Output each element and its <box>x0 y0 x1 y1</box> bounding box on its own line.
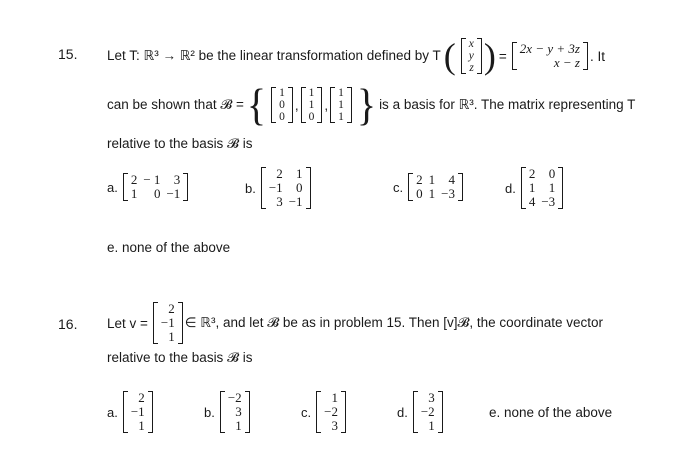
matrix-entry: 4 <box>448 172 455 187</box>
choice-vector <box>123 391 153 433</box>
matrix-entry: 1 <box>235 418 242 433</box>
matrix-entry: 0 <box>279 111 285 123</box>
choice-vector <box>220 391 250 433</box>
matrix-entry: 2 <box>168 301 175 316</box>
open-brace: { <box>246 79 267 130</box>
comma: , <box>324 97 329 113</box>
matrix-entry: x <box>468 38 474 50</box>
matrix-entry: x − z <box>553 55 580 70</box>
matrix-entry: −2 <box>227 390 242 405</box>
matrix-entry: 1 <box>308 87 315 99</box>
matrix-entry: 0 <box>296 180 303 195</box>
matrix-entry: 4 <box>528 194 536 209</box>
matrix-entry: − 1 <box>143 172 161 187</box>
problem-15-intro-text: Let T: ℝ³ → ℝ² be the linear transformation defined by T <box>107 48 441 63</box>
choice-label: c. <box>301 404 312 420</box>
basis-vector <box>301 87 323 123</box>
problem-15-choice[interactable] <box>245 160 313 216</box>
choice-matrix <box>521 167 563 209</box>
choice-matrix <box>408 173 463 201</box>
choice-label: b. <box>245 180 256 196</box>
matrix-entry: −1 <box>268 180 283 195</box>
choice-label: d. <box>505 180 516 196</box>
problem-16-line-2: relative to the basis 𝓑 is <box>107 350 253 365</box>
vector-v <box>153 302 183 344</box>
matrix-entry: −2 <box>420 404 435 419</box>
basis-vector <box>271 87 293 123</box>
matrix-entry: 0 <box>279 99 285 111</box>
matrix-entry: 1 <box>528 180 536 195</box>
choice-label: d. <box>397 404 408 420</box>
matrix-entry: −3 <box>541 194 556 209</box>
problem-16-number: 16. <box>58 316 78 332</box>
matrix-entry: 2 <box>416 172 423 187</box>
choice-vector <box>413 391 443 433</box>
problem-16-line-1-end: ∈ ℝ³, and let 𝓑 be as in problem 15. Then [v]𝓑, the coordinate vector <box>184 315 603 330</box>
problem-15-line-2 <box>107 80 638 130</box>
equals-sign: = <box>498 48 507 64</box>
matrix-entry: 3 <box>331 418 338 433</box>
problem-16-choice-e[interactable]: e. none of the above <box>489 405 613 420</box>
problem-16-choice[interactable] <box>301 384 348 440</box>
matrix-entry: 1 <box>338 87 344 99</box>
matrix-entry: 1 <box>338 111 344 123</box>
problem-15-number: 15. <box>58 46 78 62</box>
matrix-entry: 2 <box>130 172 138 187</box>
open-paren: ( <box>443 36 456 76</box>
matrix-entry: 1 <box>308 99 315 111</box>
choice-label: a. <box>107 404 118 420</box>
matrix-entry: 1 <box>548 180 556 195</box>
choice-label: b. <box>204 404 215 420</box>
matrix-entry: z <box>469 62 474 74</box>
matrix-entry: 0 <box>416 186 423 201</box>
problem-16-choice[interactable] <box>107 384 155 440</box>
matrix-entry: 0 <box>548 166 556 181</box>
choice-label: c. <box>393 179 404 195</box>
problem-16-choice[interactable] <box>204 384 252 440</box>
problem-16-choice[interactable] <box>397 384 445 440</box>
matrix-entry: 1 <box>428 172 436 187</box>
matrix-entry: −1 <box>288 194 303 209</box>
matrix-entry: 3 <box>173 172 181 187</box>
problem-15-choice[interactable] <box>505 160 565 216</box>
matrix-entry: 0 <box>153 186 161 201</box>
choice-vector <box>316 391 346 433</box>
matrix-entry: −1 <box>130 404 145 419</box>
problem-16-intro-text: Let v = <box>107 315 148 331</box>
matrix-entry: y <box>468 50 474 62</box>
basis-statement-text: is a basis for ℝ³. The matrix representing T <box>379 97 636 112</box>
matrix-entry: 3 <box>428 390 435 405</box>
problem-15-line-1-end: . It <box>589 48 605 64</box>
matrix-entry: 2 <box>528 166 536 181</box>
close-paren: ) <box>483 36 496 76</box>
matrix-entry: 3 <box>235 404 242 419</box>
problem-16-line-1 <box>107 297 606 349</box>
problem-15-choice-e[interactable]: e. none of the above <box>107 240 231 255</box>
matrix-entry: 3 <box>276 194 283 209</box>
matrix-entry: 1 <box>138 418 145 433</box>
problem-15-line-3: relative to the basis 𝓑 is <box>107 136 253 151</box>
matrix-entry: 1 <box>130 186 138 201</box>
matrix-entry: −1 <box>160 315 175 330</box>
matrix-entry: 1 <box>338 99 344 111</box>
matrix-entry: 1 <box>331 390 338 405</box>
problem-15-choice[interactable] <box>107 168 190 206</box>
choice-matrix <box>123 173 188 201</box>
comma: , <box>294 97 299 113</box>
matrix-entry: 1 <box>296 166 303 181</box>
matrix-entry: 1 <box>428 418 435 433</box>
basis-intro-text: can be shown that 𝓑 = <box>107 97 244 112</box>
matrix-entry: −2 <box>324 404 338 419</box>
matrix-entry: 0 <box>308 111 315 123</box>
matrix-entry: 2x − y + 3z <box>519 41 580 56</box>
basis-vector <box>330 87 352 123</box>
close-brace: } <box>356 79 377 130</box>
matrix-entry: 2 <box>138 390 145 405</box>
matrix-entry: −1 <box>166 186 181 201</box>
problem-15-choice[interactable] <box>393 168 465 206</box>
problem-15-line-1 <box>107 30 608 82</box>
output-vector <box>512 42 588 70</box>
choice-matrix <box>261 167 311 209</box>
matrix-entry: 1 <box>168 329 175 344</box>
input-vector <box>461 38 482 74</box>
matrix-entry: 1 <box>279 87 285 99</box>
matrix-entry: 1 <box>428 186 436 201</box>
matrix-entry: 2 <box>276 166 283 181</box>
matrix-entry: −3 <box>441 186 455 201</box>
basis-vectors <box>269 87 354 123</box>
choice-label: a. <box>107 179 118 195</box>
